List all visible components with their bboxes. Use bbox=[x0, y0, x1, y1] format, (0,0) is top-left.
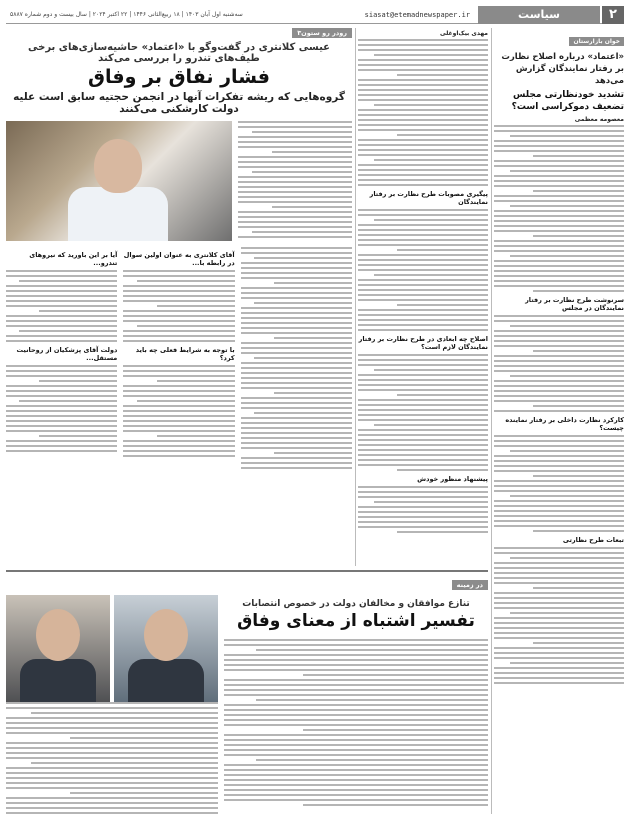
article-body bbox=[238, 121, 352, 241]
section-label: سیاست bbox=[478, 6, 600, 24]
article-supertitle: تنازع موافقان و مخالفان دولت در خصوص انتصابات bbox=[242, 599, 470, 609]
portrait-photo bbox=[6, 121, 232, 241]
article-subhead: پیگیری مصوبات طرح نظارت بر رفتار نمایندگان bbox=[369, 190, 488, 206]
article-subhead: تبعات طرح نظارتی bbox=[562, 536, 624, 544]
article-byline: مهدی بیک‌اوغلی bbox=[440, 30, 488, 37]
article-body bbox=[494, 547, 624, 684]
article-supertitle: عیسی کلانتری در گفت‌وگو با «اعتماد» حاشیه‌سازی‌های برخی طیف‌های تندرو را بررسی می‌کند bbox=[28, 42, 330, 64]
portrait-photo bbox=[114, 595, 218, 703]
article-body bbox=[6, 702, 218, 814]
column-divider bbox=[491, 28, 492, 814]
main-article bbox=[6, 28, 352, 566]
article-body-column bbox=[6, 247, 117, 472]
article-body bbox=[494, 435, 624, 532]
article-byline: معصومه معظمی bbox=[574, 116, 624, 123]
article-body bbox=[494, 315, 624, 412]
article-headline: تفسیر اشتباه از معنای وفاق bbox=[237, 611, 475, 631]
page-header bbox=[6, 6, 624, 24]
article-subhead: سرنوشت طرح نظارت بر رفتار نمایندگان در مجلس bbox=[525, 296, 624, 312]
right-column-article bbox=[494, 28, 624, 814]
article-kicker: خوان بازارستان bbox=[569, 37, 624, 46]
article-body bbox=[358, 486, 488, 533]
interview-question: آیا بر این باورید که نیروهای تندرو... bbox=[29, 251, 118, 267]
article-kicker: رودر رو ستون۳ bbox=[292, 28, 352, 38]
portrait-photo bbox=[6, 595, 110, 703]
article-body-column bbox=[123, 247, 234, 472]
column-divider bbox=[355, 28, 356, 566]
article-subhead: کارکرد نظارت داخلی بر رفتار نماینده چیست؟ bbox=[505, 416, 624, 432]
article-kicker: در زمینه bbox=[452, 580, 488, 590]
interview-question: آقای کلانتری به عنوان اولین سوال در رابطه با... bbox=[123, 251, 235, 267]
article-body bbox=[358, 39, 488, 186]
page-number: ۲ bbox=[602, 6, 624, 24]
section-email[interactable]: siasat@etemadnewspaper.ir bbox=[364, 10, 470, 19]
second-column-article bbox=[358, 28, 488, 566]
article-headline: فشار نفاق بر وفاق bbox=[88, 66, 270, 88]
article-body bbox=[494, 125, 624, 292]
interview-question: دولت آقای پزشکیان از روحانیت مستقل... bbox=[16, 346, 118, 362]
article-body bbox=[224, 639, 488, 806]
article-body bbox=[358, 209, 488, 331]
article-subhead: اصلاح چه ابعادی در طرح نظارت بر رفتار نمایندگان لازم است؟ bbox=[358, 335, 488, 351]
dateline: سه‌شنبه اول آبان ۱۴۰۳ | ۱۸ ربیع‌الثانی ۱۴۴۶ | ۲۲ اکتبر ۲۰۲۴ | سال بیست و دوم شماره ۵۸۸۷ bbox=[10, 11, 243, 18]
article-body bbox=[358, 354, 488, 471]
article-body-column bbox=[241, 247, 352, 472]
interview-question: با توجه به شرایط فعلی چه باید کرد؟ bbox=[135, 346, 235, 362]
bottom-article bbox=[6, 570, 488, 814]
article-subhead: پیشنهاد منظور خودش bbox=[417, 475, 488, 483]
article-subtitle: گروه‌هایی که ریشه تفکرات آنها در انجمن حجتیه سابق است علیه دولت کارشکنی می‌کنند bbox=[13, 91, 345, 115]
article-headline: تشدید خودنظارتی مجلس تضعیف دموکراسی است؟ bbox=[511, 90, 624, 112]
article-supertitle: «اعتماد» درباره اصلاح نظارت بر رفتار نمایندگان گزارش می‌دهد bbox=[501, 52, 624, 86]
